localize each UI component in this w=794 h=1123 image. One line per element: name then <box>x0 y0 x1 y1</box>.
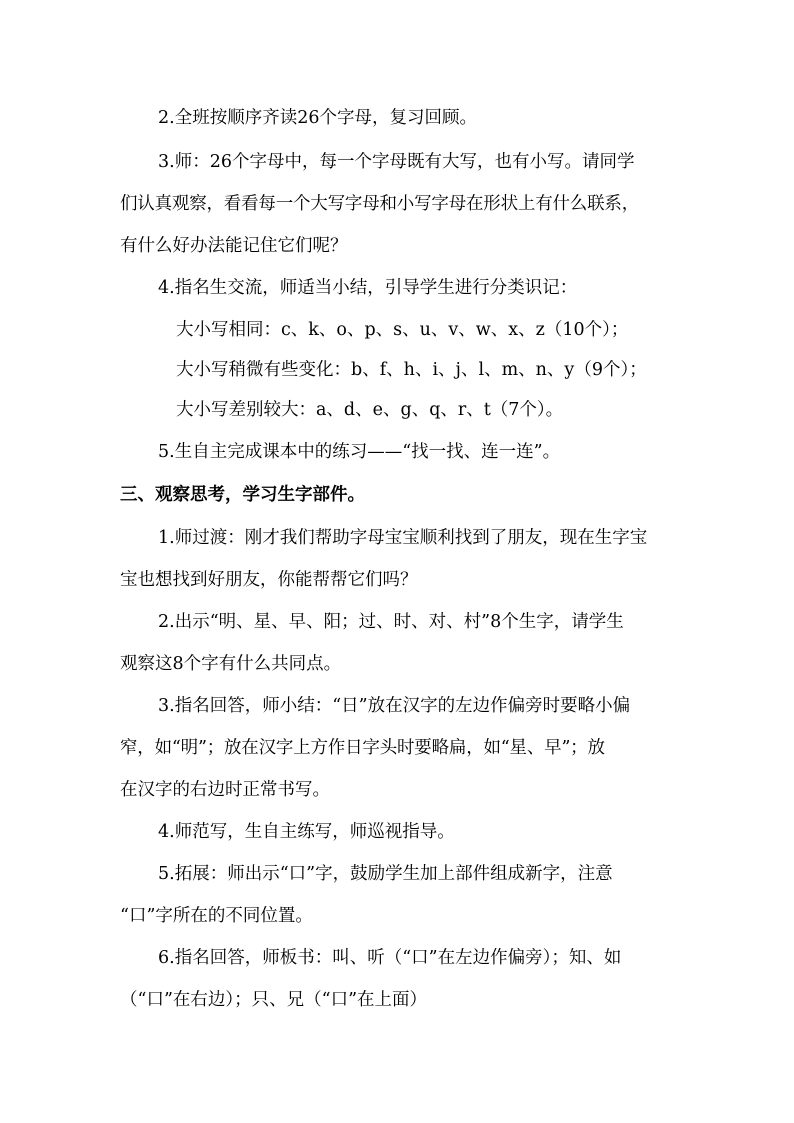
section-paragraph-2-line-2: 观察这8个字有什么共同点。 <box>120 654 342 674</box>
section-paragraph-6-line-2: （“口”在右边）；只、兄（“口”在上面） <box>120 990 428 1010</box>
section-paragraph-3-line-3: 在汉字的右边时正常书写。 <box>120 780 330 800</box>
paragraph-3-line-3: 有什么好办法能记住它们呢？ <box>120 236 348 256</box>
section-paragraph-5-line-1: 5.拓展：师出示“口”字，鼓励学生加上部件组成新字，注意 <box>158 864 613 884</box>
case-same-line: 大小写相同：c、k、o、p、s、u、v、w、x、z（10个）； <box>176 320 629 340</box>
section-paragraph-2-line-1: 2.出示“明、星、早、阳；过、时、对、村”8个生字，请学生 <box>158 612 624 632</box>
section-paragraph-6-line-1: 6.指名回答，师板书：叫、听（“口”在左边作偏旁）；知、如 <box>158 948 622 968</box>
case-slight-change-line: 大小写稍微有些变化：b、f、h、i、j、l、m、n、y（9个）； <box>176 360 647 380</box>
paragraph-3-line-1: 3.师：26个字母中，每一个字母既有大写，也有小写。请同学 <box>158 152 635 172</box>
section-paragraph-1-line-1: 1.师过渡：刚才我们帮助字母宝宝顺利找到了朋友，现在生字宝 <box>158 528 648 548</box>
section-paragraph-4-line: 4.师范写，生自主练写，师巡视指导。 <box>158 822 455 842</box>
paragraph-2-line: 2.全班按顺序齐读26个字母，复习回顾。 <box>158 108 477 128</box>
paragraph-3-line-2: 们认真观察，看看每一个大写字母和小写字母在形状上有什么联系， <box>120 194 639 214</box>
section-paragraph-3-line-1: 3.指名回答，师小结：“日”放在汉字的左边作偏旁时要略小偏 <box>158 696 631 716</box>
section-paragraph-3-line-2: 窄，如“明”；放在汉字上方作日字头时要略扁，如“星、早”；放 <box>120 738 605 758</box>
paragraph-5-line: 5.生自主完成课本中的练习——“找一找、连一连”。 <box>158 442 561 462</box>
section-heading: 三、观察思考，学习生字部件。 <box>120 485 365 505</box>
case-large-difference-line: 大小写差别较大：a、d、e、g、q、r、t（7个）。 <box>176 400 564 420</box>
section-paragraph-5-line-2: “口”字所在的不同位置。 <box>120 906 313 926</box>
paragraph-4-line: 4.指名生交流，师适当小结，引导学生进行分类识记： <box>158 278 578 298</box>
section-paragraph-1-line-2: 宝也想找到好朋友，你能帮帮它们吗？ <box>120 570 418 590</box>
